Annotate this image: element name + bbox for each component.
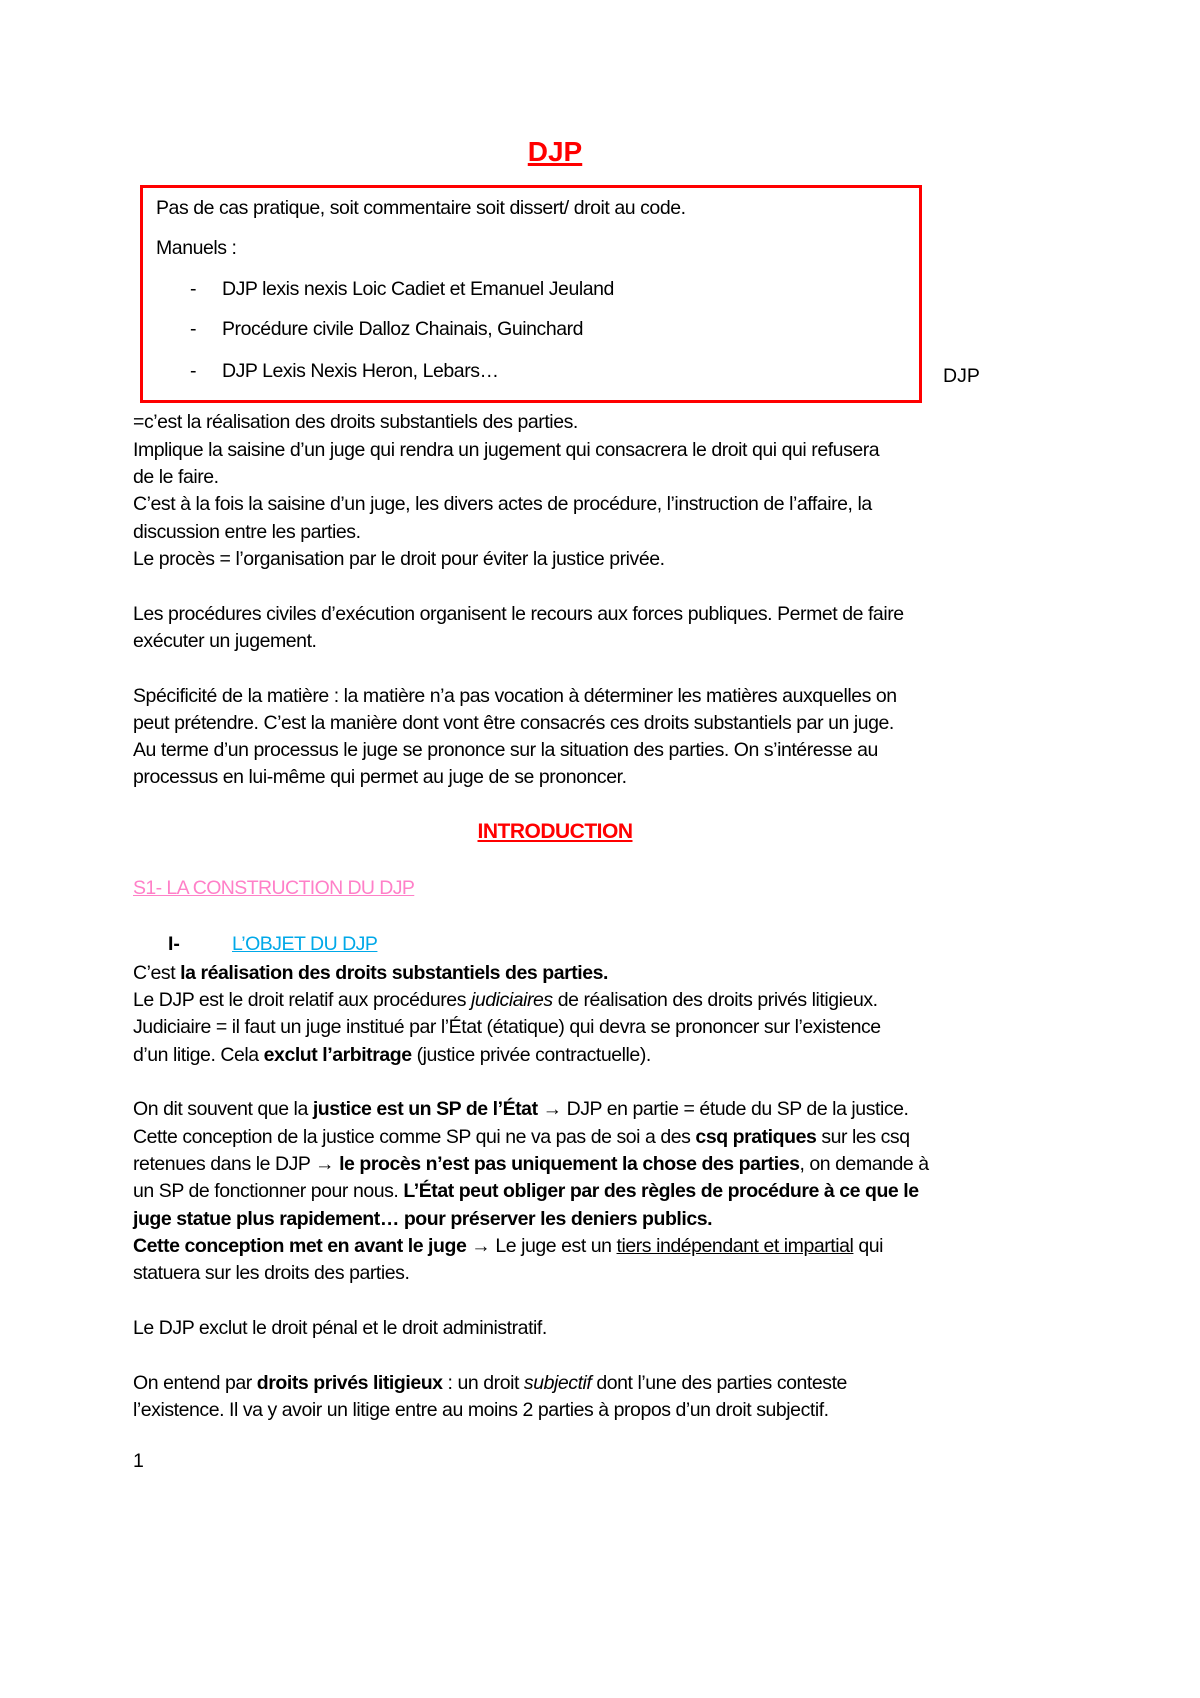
text-segment: un SP de fonctionner pour nous. xyxy=(133,1180,404,1202)
text-line xyxy=(133,684,897,708)
text-segment: retenues dans le DJP → xyxy=(133,1153,340,1175)
text-segment: Cette conception de la justice comme SP qui ne va pas de soi a des xyxy=(133,1126,696,1148)
text-line xyxy=(133,1398,829,1422)
text-segment: Le DJP exclut le droit pénal et le droit administratif. xyxy=(133,1317,547,1339)
text-segment: processus en lui-même qui permet au juge de se prononcer. xyxy=(133,766,627,788)
bullet-marker: - xyxy=(190,278,197,300)
text-segment: Au terme d’un processus le juge se prononce sur la situation des parties. On s’intéresse au xyxy=(133,739,878,761)
text-line xyxy=(133,1371,847,1395)
text-line xyxy=(133,410,578,434)
text-line xyxy=(133,738,878,762)
text-line xyxy=(133,1043,651,1067)
bold-text: Cette conception met en avant le juge xyxy=(133,1235,467,1257)
box-line: Manuels : xyxy=(156,237,237,259)
text-line xyxy=(133,438,879,462)
text-segment: On entend par xyxy=(133,1372,257,1394)
text-segment: Judiciaire = il faut un juge institué par l’État (étatique) qui devra se prononcer sur l’existence xyxy=(133,1016,881,1038)
text-line xyxy=(133,547,665,571)
text-line xyxy=(133,465,219,489)
underlined-text: tiers indépendant et impartial xyxy=(616,1235,854,1257)
text-segment: Le procès = l’organisation par le droit pour éviter la justice privée. xyxy=(133,548,665,570)
text-segment: statuera sur les droits des parties. xyxy=(133,1262,410,1284)
text-line xyxy=(133,1152,929,1176)
text-segment: dont l’une des parties conteste xyxy=(591,1372,847,1394)
side-label: DJP xyxy=(943,365,980,387)
text-segment: d’un litige. Cela xyxy=(133,1044,264,1066)
text-segment: → DJP en partie = étude du SP de la justice. xyxy=(537,1098,909,1120)
bold-text: droits privés litigieux xyxy=(256,1372,443,1394)
text-line xyxy=(133,602,904,626)
text-line xyxy=(133,520,361,544)
text-segment: On dit souvent que la xyxy=(133,1098,313,1120)
text-line xyxy=(133,1097,909,1121)
text-segment: → Le juge est un xyxy=(466,1235,617,1257)
text-segment: qui xyxy=(853,1235,884,1257)
text-line xyxy=(133,629,317,653)
text-segment: de réalisation des droits privés litigieux. xyxy=(552,989,878,1011)
text-line xyxy=(133,961,608,985)
text-segment: , on demande à xyxy=(799,1153,929,1175)
document-title: DJP xyxy=(527,136,583,167)
text-line xyxy=(133,492,872,516)
page-number: 1 xyxy=(133,1450,144,1472)
bold-text: exclut l’arbitrage xyxy=(263,1044,412,1066)
bold-text: la réalisation des droits substantiels des parties. xyxy=(180,962,609,984)
bold-text: juge statue plus rapidement… pour préserver les deniers publics. xyxy=(133,1208,713,1230)
bold-text: L’État peut obliger par des règles de procédure à ce que le xyxy=(403,1180,919,1202)
bullet-marker: - xyxy=(190,318,197,340)
box-line: Pas de cas pratique, soit commentaire soit dissert/ droit au code. xyxy=(156,197,686,219)
manual-item: DJP Lexis Nexis Heron, Lebars… xyxy=(222,360,499,382)
italic-text: judiciaires xyxy=(470,989,553,1011)
text-line xyxy=(133,1207,712,1231)
text-segment: Le DJP est le droit relatif aux procédures xyxy=(133,989,471,1011)
text-segment: (justice privée contractuelle). xyxy=(411,1044,651,1066)
text-segment: : un droit xyxy=(442,1372,524,1394)
text-segment: discussion entre les parties. xyxy=(133,521,361,543)
italic-text: subjectif xyxy=(523,1372,592,1394)
text-line xyxy=(133,1125,910,1149)
text-line xyxy=(133,988,878,1012)
heading-section-1: S1- LA CONSTRUCTION DU DJP xyxy=(133,877,415,899)
heading-numeral: I- xyxy=(168,933,180,955)
manual-item: Procédure civile Dalloz Chainais, Guinchard xyxy=(222,318,584,340)
text-line xyxy=(133,1316,547,1340)
text-segment: =c’est la réalisation des droits substantiels des parties. xyxy=(133,411,578,433)
text-segment: Spécificité de la matière : la matière n’a pas vocation à déterminer les matières auxquelles on xyxy=(133,685,897,707)
text-segment: C’est xyxy=(133,962,181,984)
text-segment: de le faire. xyxy=(133,466,219,488)
text-segment: peut prétendre. C’est la manière dont vont être consacrés ces droits substantiels par un juge. xyxy=(133,712,894,734)
bold-text: le procès n’est pas uniquement la chose des parties xyxy=(339,1153,800,1175)
bold-text: csq pratiques xyxy=(695,1126,817,1148)
bold-text: justice est un SP de l’État xyxy=(312,1098,538,1120)
text-line xyxy=(133,1234,883,1258)
text-line xyxy=(133,1015,881,1039)
text-segment: C’est à la fois la saisine d’un juge, les divers actes de procédure, l’instruction de l’affaire, la xyxy=(133,493,872,515)
text-line xyxy=(133,765,627,789)
heading-introduction: INTRODUCTION xyxy=(477,820,633,843)
text-line xyxy=(133,1179,919,1203)
text-segment: exécuter un jugement. xyxy=(133,630,317,652)
text-line xyxy=(133,1261,409,1285)
text-segment: sur les csq xyxy=(816,1126,910,1148)
text-segment: Implique la saisine d’un juge qui rendra un jugement qui consacrera le droit qui qui refusera xyxy=(133,439,880,461)
text-segment: Les procédures civiles d’exécution organisent le recours aux forces publiques. Permet de faire xyxy=(133,603,904,625)
text-line xyxy=(133,711,894,735)
bullet-marker: - xyxy=(190,360,197,382)
text-segment: l’existence. Il va y avoir un litige entre au moins 2 parties à propos d’un droit subjectif. xyxy=(133,1399,829,1421)
heading-objet: L’OBJET DU DJP xyxy=(232,933,378,955)
manual-item: DJP lexis nexis Loic Cadiet et Emanuel Jeuland xyxy=(222,278,614,300)
